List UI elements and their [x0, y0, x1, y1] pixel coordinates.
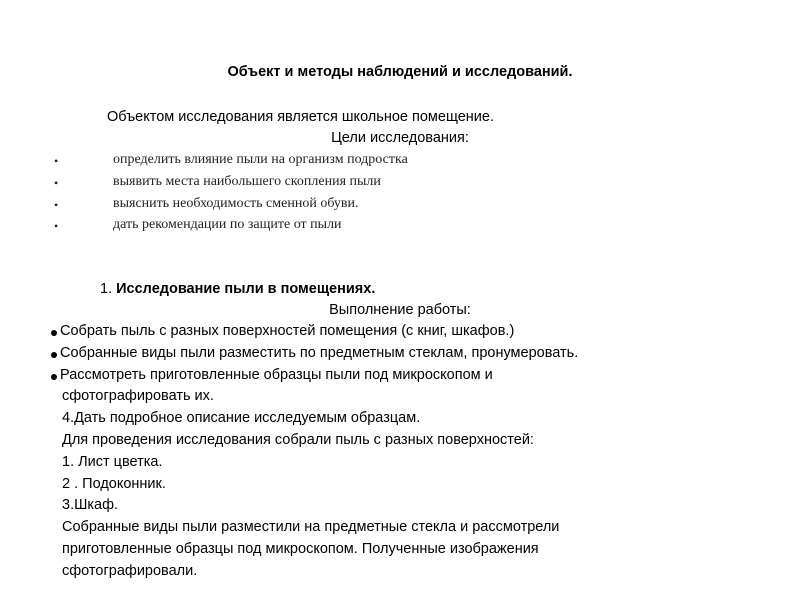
- conclusion-line: сфотографировали.: [62, 563, 198, 579]
- list-item: 3.Шкаф.: [62, 497, 119, 513]
- bullet-icon: •: [54, 219, 59, 233]
- page-title: Объект и методы наблюдений и исследований.: [227, 64, 573, 80]
- conclusion-line: приготовленные образцы под микроскопом. Полученные изображения: [62, 541, 539, 557]
- surfaces-intro: Для проведения исследования собрали пыль с разных поверхностей:: [62, 432, 534, 448]
- goals-heading: Цели исследования:: [331, 130, 469, 146]
- conclusion-line: Собранные виды пыли разместили на предметные стекла и рассмотрели: [62, 519, 560, 535]
- work-heading: Выполнение работы:: [329, 302, 471, 318]
- section-number: 1.: [100, 281, 113, 297]
- goal-text: определить влияние пыли на организм подростка: [113, 152, 408, 167]
- work-step-text: Собранные виды пыли разместить по предметным стеклам, пронумеровать.: [60, 345, 579, 361]
- list-item: 2 . Подоконник.: [62, 476, 166, 492]
- list-item: [60, 345, 578, 361]
- section-title: [100, 281, 375, 297]
- list-item: [60, 367, 493, 383]
- bullet-icon: •: [54, 154, 59, 168]
- bullet-icon: [51, 374, 57, 380]
- work-step-text: Рассмотреть приготовленные образцы пыли под микроскопом и: [60, 367, 493, 383]
- bullet-icon: •: [54, 176, 59, 190]
- goal-text: выяснить необходимость сменной обуви.: [113, 196, 359, 211]
- bullet-icon: [51, 352, 57, 358]
- work-step-4: 4.Дать подробное описание исследуемым образцам.: [62, 410, 421, 426]
- list-item: [60, 323, 514, 339]
- work-step-continuation: сфотографировать их.: [62, 388, 214, 404]
- goal-text: выявить места наибольшего скопления пыли: [113, 174, 381, 189]
- section-title-text: Исследование пыли в помещениях.: [116, 281, 376, 297]
- bullet-icon: [51, 330, 57, 336]
- work-step-text: Собрать пыль с разных поверхностей помещения (с книг, шкафов.): [60, 323, 515, 339]
- bullet-icon: •: [54, 198, 59, 212]
- list-item: 1. Лист цветка.: [62, 454, 163, 470]
- intro-text: Объектом исследования является школьное помещение.: [107, 109, 494, 125]
- goal-text: дать рекомендации по защите от пыли: [113, 217, 342, 232]
